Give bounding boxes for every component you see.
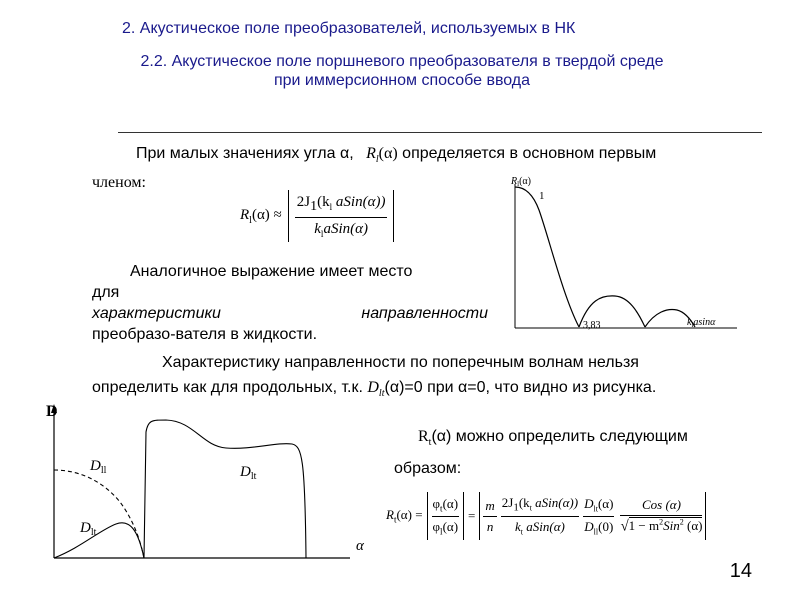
paragraph-liquid-analog (92, 261, 488, 345)
horizontal-divider (118, 132, 762, 133)
subsection-title-line2: при иммерсионном способе ввода (273, 72, 531, 89)
para1-text-end: определяется в основном первым (402, 145, 657, 162)
para2-line2: для (92, 284, 120, 301)
page-number: 14 (729, 560, 752, 582)
formula2-main-abs: $\frac{m}{n}$ $\frac{2J_1(k_t aSin(\alpha))}{k_t aSin(\alpha)}$ $\frac{D_{lt}(\alpha)}{D_{ll}(0)}$ $\frac{\text{Cos (α)}}{√1 - m^2Sin^2 (\alpha)}$ (479, 492, 706, 540)
para1-line2: членом: (92, 174, 146, 191)
chart-rl-zero-label: 3,83 (583, 320, 601, 331)
formula2-phi-ratio: $\frac{\varphi_t(\alpha)}{\varphi_l(\alpha)}$ (427, 492, 465, 540)
chart-rl-main-lobe (515, 187, 579, 327)
chart-rl-peak-label: 1 (539, 190, 545, 202)
subsection-title (92, 52, 712, 90)
formula2-lhs: $R_t(\alpha)$ = (386, 507, 423, 525)
para4-line1: $R_t(\alpha)$ можно определить следующим (418, 428, 688, 449)
chart-d-dll-curve (54, 470, 144, 558)
chart-d-dlt-curve (144, 420, 306, 558)
formula-rt: $R_t(\alpha)$ = $\frac{\varphi_t(\alpha)}{\varphi_l(\alpha)}$ = $\frac{m}{n}$ $\frac{2J_1(k_t aSin(\alpha))}{k_t aSin(\alpha)}$ $\frac{D_{lt}(\alpha)}{D_{ll}(0)}$ $\frac{\text{Cos (α)}}{√1 - m^2Sin^2 (\alpha)}$ (386, 492, 706, 540)
subsection-title-line1: 2.2. Акустическое поле поршневого преобразователя в твердой среде (140, 53, 664, 70)
chart-d-dlt2-label: $D_{lt}$ (80, 520, 97, 538)
para4-line2: образом: (394, 460, 462, 478)
para1-text-start: При малых значениях угла α, (136, 145, 354, 162)
section-title: 2. Акустическое поле преобразователей, используемых в НК (122, 20, 576, 37)
chart-d-y-label: D (46, 403, 58, 420)
paragraph-rt (394, 424, 688, 482)
para1-r-arg: (α) (378, 145, 398, 162)
formula1-numerator: $2J_1(k_l$ aSin(α)) (295, 194, 388, 218)
chart-d-x-label: α (356, 538, 364, 554)
para1-r-symbol: $R_l$ (366, 145, 379, 166)
paragraph-shear-waves-line2: определить как для продольных, т.к. $D_{lt}(\alpha)=0$ при α=0, что видно из рисунка. (92, 379, 657, 400)
chart-rl-directivity (505, 172, 745, 342)
chart-rl-y-label: $R_l(\alpha)$ (511, 176, 531, 188)
paragraph-small-angles (136, 145, 756, 165)
para2-line1: Аналогичное выражение имеет место (130, 263, 413, 280)
chart-d-dlt-label: $D_{lt}$ (240, 464, 257, 482)
paragraph-shear-waves: Характеристику направленности по поперечным волнам нельзя (162, 354, 639, 371)
chart-d-directivity (40, 398, 380, 566)
formula1-denominator: $k_laSin(\alpha)$ (314, 220, 368, 239)
formula-rl (240, 190, 394, 242)
chart-rl-x-label: $k_lasin\alpha$ (687, 317, 716, 329)
para2-line4: преобразо-вателя в жидкости. (92, 326, 318, 343)
formula1-lhs: $R_l(\alpha)$ ≈ (240, 206, 282, 226)
chart-d-dlt-small-curve (54, 523, 144, 558)
para2-line3: характеристики направленности (92, 305, 488, 322)
chart-d-dll-label: $D_{ll}$ (90, 458, 107, 476)
formula1-fraction (295, 194, 388, 239)
formula1-abs (288, 190, 395, 242)
